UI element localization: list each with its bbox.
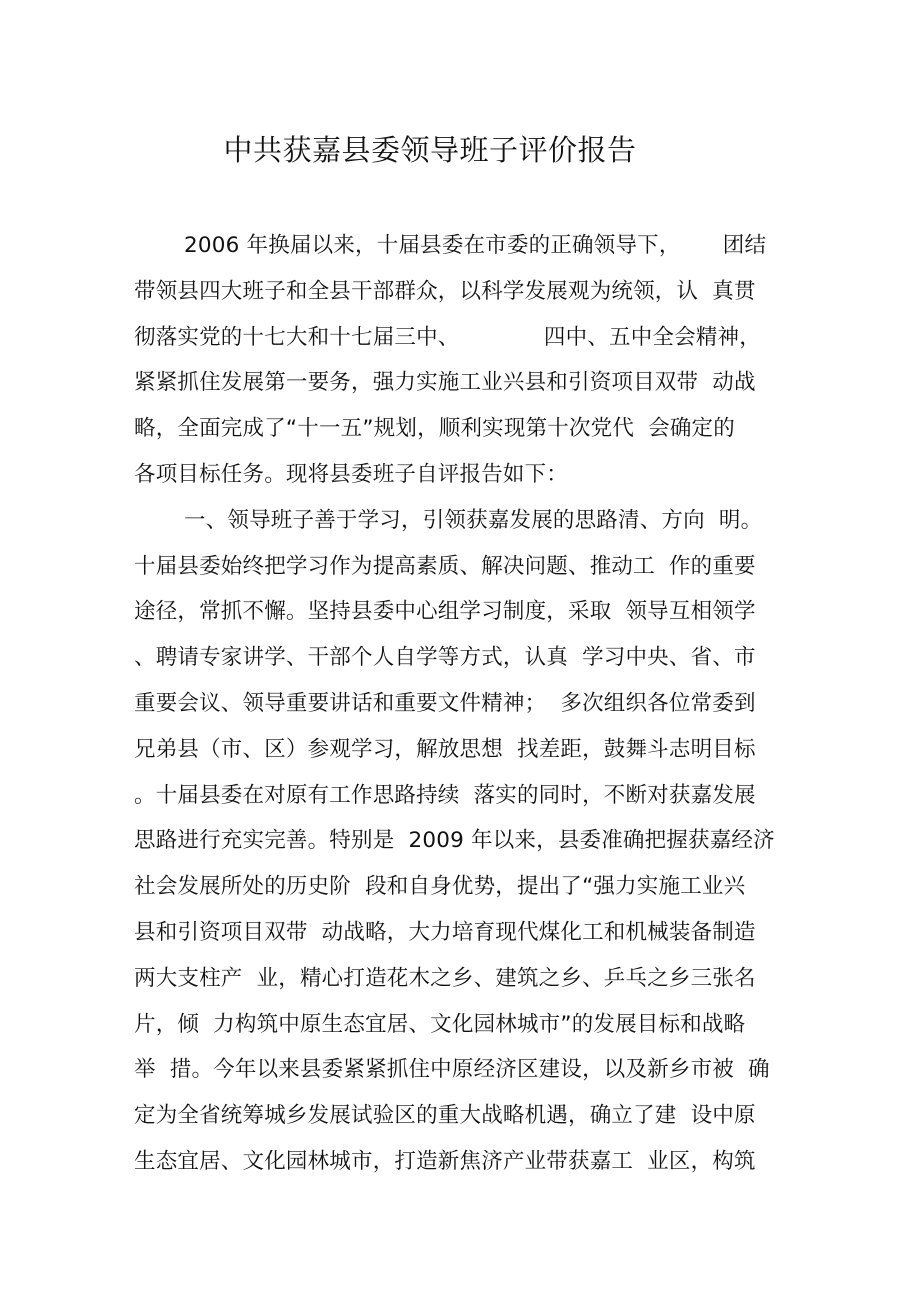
body-line: 2006 年换届以来，十届县委在市委的正确领导下， 团结: [184, 233, 767, 258]
body-line: 紧紧抓住发展第一要务，强力实施工业兴县和引资项目双带 动战: [134, 370, 756, 396]
body-line: 举 措。今年以来县委紧紧抓住中原经济区建设，以及新乡市被 确: [134, 1057, 770, 1083]
body-line: 生态宜居、文化园林城市，打造新焦济产业带获嘉工 业区，构筑: [134, 1148, 756, 1174]
body-line: 彻落实党的十七大和十七届三中、 四中、五中全会精神，: [134, 324, 761, 350]
section-heading: 一、领导班子善于学习，引领获嘉发展的思路清、方向 明。: [184, 507, 763, 533]
body-line: 略，全面完成了“十一五”规划，顺利实现第十次党代 会确定的: [134, 416, 735, 442]
body-line: 各项目标任务。现将县委班子自评报告如下：: [134, 461, 569, 487]
body-line: 带领县四大班子和全县干部群众，以科学发展观为统领，认 真贯: [134, 278, 756, 304]
body-line: 兄弟县（市、区）参观学习，解放思想 找差距，鼓舞斗志明目标: [134, 736, 756, 762]
document-body: [134, 223, 794, 1185]
body-line: 途径，常抓不懈。坚持县委中心组学习制度，采取 领导互相领学: [134, 599, 756, 625]
body-line: 两大支柱产 业，精心打造花木之乡、建筑之乡、乒乓之乡三张名: [134, 965, 756, 991]
document-title: 中共获嘉县委领导班子评价报告: [223, 133, 637, 167]
body-line: 县和引资项目双带 动战略，大力培育现代煤化工和机械装备制造: [134, 919, 756, 945]
body-line: 、聘请专家讲学、干部个人自学等方式，认真 学习中央、省、市: [134, 645, 756, 671]
body-line: 社会发展所处的历史阶 段和自身优势，提出了“强力实施工业兴: [134, 874, 746, 900]
body-line: 。十届县委在对原有工作思路持续 落实的同时，不断对获嘉发展: [134, 782, 756, 808]
body-line: 片，倾 力构筑中原生态宜居、文化园林城市”的发展目标和战略: [134, 1011, 746, 1037]
body-line: 定为全省统筹城乡发展试验区的重大战略机遇，确立了建 设中原: [134, 1103, 756, 1129]
body-line: 十届县委始终把学习作为提高素质、解决问题、推动工 作的重要: [134, 553, 756, 579]
body-line: 思路进行充实完善。特别是 2009 年以来，县委准确把握获嘉经济: [134, 828, 775, 854]
body-line: 重要会议、领导重要讲话和重要文件精神； 多次组织各位常委到: [134, 690, 756, 716]
